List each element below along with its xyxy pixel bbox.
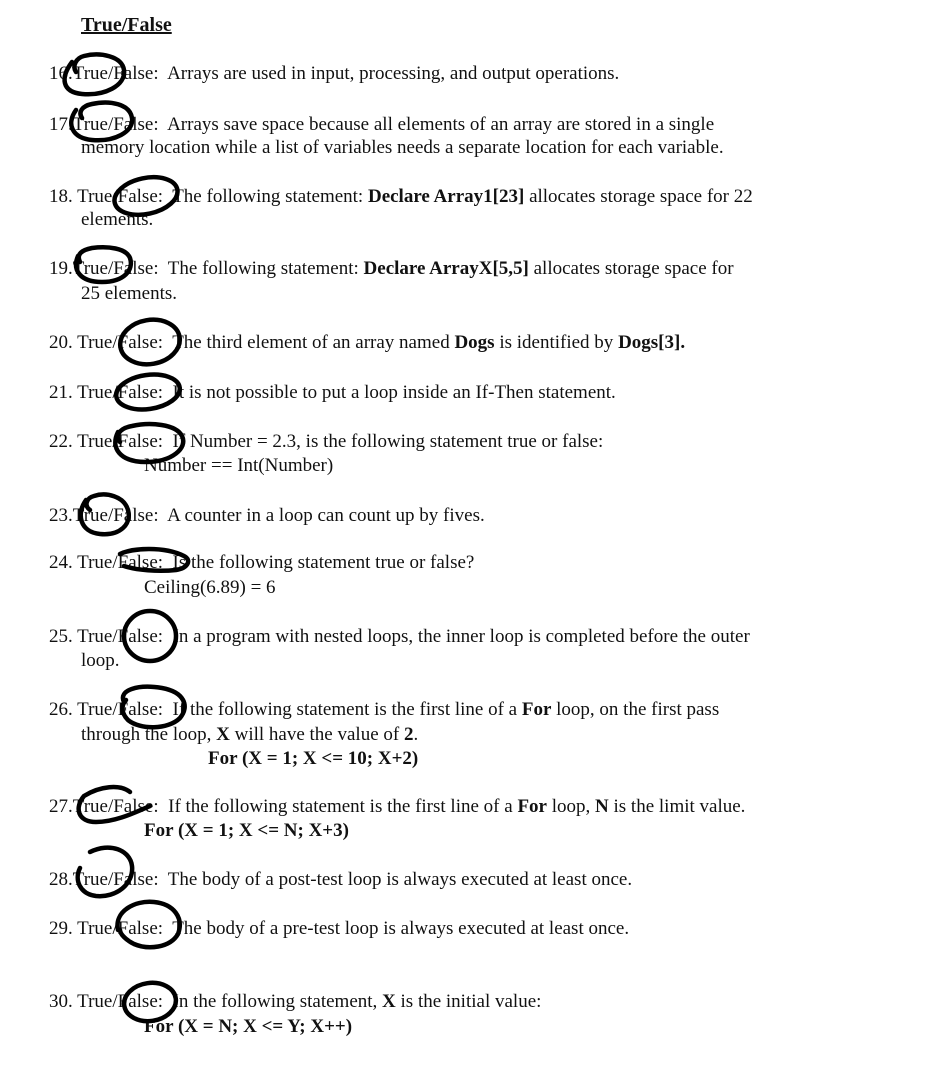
question-text: It is not possible to put a loop inside an If-Then statement. xyxy=(172,382,616,403)
option-separator: / xyxy=(112,186,118,207)
false-option[interactable]: False xyxy=(117,552,158,573)
option-separator: / xyxy=(107,869,114,890)
question-number: 27. xyxy=(49,796,73,817)
true-option[interactable]: True xyxy=(77,991,113,1012)
question-number: 26. xyxy=(49,699,73,720)
true-option[interactable]: True xyxy=(72,63,108,84)
question-text: through the loop, xyxy=(81,724,217,745)
question-text: The body of a pre-test loop is always executed at least once. xyxy=(172,918,630,939)
code-term: Declare ArrayX[5,5] xyxy=(363,258,529,279)
option-separator: / xyxy=(112,918,118,939)
question-text: is identified by xyxy=(494,332,619,353)
question-19-continuation: 25 elements. xyxy=(81,283,178,304)
question-24-code: Ceiling(6.89) = 6 xyxy=(144,577,276,598)
question-29: 29. True/False: The body of a pre-test loop is always executed at least once. xyxy=(49,918,630,939)
false-option[interactable]: False xyxy=(117,699,158,720)
false-option[interactable]: False xyxy=(113,869,154,890)
question-text: loop, on the first pass xyxy=(551,699,720,720)
option-separator: / xyxy=(112,699,118,720)
question-text: is the initial value: xyxy=(395,991,542,1012)
true-option[interactable]: True xyxy=(72,258,108,279)
option-separator: / xyxy=(107,796,114,817)
question-23: 23.True/False: A counter in a loop can count up by fives. xyxy=(49,505,485,526)
question-16: 16.True/False: Arrays are used in input, processing, and output operations. xyxy=(49,63,620,84)
false-option[interactable]: False xyxy=(117,626,158,647)
question-text: Arrays save space because all elements of an array are stored in a single xyxy=(167,114,715,135)
question-number: 24. xyxy=(49,552,73,573)
false-option[interactable]: False xyxy=(117,382,158,403)
code-term: 2 xyxy=(403,724,414,745)
true-option[interactable]: True xyxy=(77,626,113,647)
code-term: X xyxy=(216,724,230,745)
question-17-continuation: memory location while a list of variables needs a separate location for each variable. xyxy=(81,137,724,158)
question-text: loop, xyxy=(546,796,596,817)
question-text: The body of a post-test loop is always executed at least once. xyxy=(167,869,633,890)
option-separator: / xyxy=(112,431,118,452)
question-26: 26. True/False: If the following statement is the first line of a For loop, on the first pass xyxy=(49,699,720,720)
question-30-code: For (X = N; X <= Y; X++) xyxy=(144,1016,353,1037)
false-option[interactable]: False xyxy=(113,796,154,817)
question-number: 21. xyxy=(49,382,73,403)
question-22-code: Number == Int(Number) xyxy=(144,455,334,476)
question-number: 28. xyxy=(49,869,73,890)
question-30: 30. True/False: In the following statement, X is the initial value: xyxy=(49,991,542,1012)
question-text: The third element of an array named xyxy=(172,332,455,353)
false-option[interactable]: False xyxy=(113,114,154,135)
code-term: For xyxy=(521,699,552,720)
code-term: For xyxy=(517,796,547,817)
true-option[interactable]: True xyxy=(72,505,108,526)
question-22: 22. True/False: If Number = 2.3, is the following statement true or false: xyxy=(49,431,604,452)
question-18: 18. True/False: The following statement: Declare Array1[23] allocates storage space for 22 xyxy=(49,186,753,207)
question-text: The following statement: xyxy=(167,258,364,279)
option-separator: / xyxy=(112,332,118,353)
option-separator: / xyxy=(107,505,114,526)
question-text: . xyxy=(413,724,419,745)
code-term: Dogs xyxy=(454,332,495,353)
false-option[interactable]: False xyxy=(117,918,158,939)
question-text: If the following statement is the first line of a xyxy=(168,796,518,817)
true-option[interactable]: True xyxy=(72,114,108,135)
option-separator: / xyxy=(112,626,118,647)
true-option[interactable]: True xyxy=(77,382,113,403)
true-option[interactable]: True xyxy=(72,869,108,890)
true-option[interactable]: True xyxy=(77,918,113,939)
question-25: 25. True/False: In a program with nested loops, the inner loop is completed before the outer xyxy=(49,626,750,647)
question-text: will have the value of xyxy=(229,724,404,745)
question-18-continuation: elements. xyxy=(81,209,154,230)
question-25-continuation: loop. xyxy=(81,650,120,671)
question-number: 25. xyxy=(49,626,73,647)
code-term: X xyxy=(382,991,396,1012)
question-text: In the following statement, xyxy=(172,991,383,1012)
question-number: 29. xyxy=(49,918,73,939)
false-option[interactable]: False xyxy=(117,991,158,1012)
code-term: N xyxy=(595,796,609,817)
option-separator: / xyxy=(112,382,118,403)
question-text: In a program with nested loops, the inner loop is completed before the outer xyxy=(172,626,750,647)
question-text: Arrays are used in input, processing, and output operations. xyxy=(167,63,620,84)
question-20: 20. True/False: The third element of an array named Dogs is identified by Dogs[3]. xyxy=(49,332,686,353)
question-text: If Number = 2.3, is the following statement true or false: xyxy=(172,431,604,452)
question-number: 22. xyxy=(49,431,73,452)
true-option[interactable]: True xyxy=(77,186,113,207)
true-option[interactable]: True xyxy=(72,796,108,817)
false-option[interactable]: False xyxy=(113,505,154,526)
question-number: 17. xyxy=(49,114,73,135)
question-17: 17.True/False: Arrays save space because all elements of an array are stored in a single xyxy=(49,114,715,135)
option-separator: / xyxy=(112,552,118,573)
code-term: Dogs[3]. xyxy=(618,332,686,353)
true-option[interactable]: True xyxy=(77,332,113,353)
true-option[interactable]: True xyxy=(77,699,113,720)
question-text: allocates storage space for 22 xyxy=(524,186,753,207)
true-option[interactable]: True xyxy=(77,552,113,573)
question-number: 23. xyxy=(49,505,73,526)
question-number: 16. xyxy=(49,63,73,84)
false-option[interactable]: False xyxy=(113,63,154,84)
question-number: 20. xyxy=(49,332,73,353)
code-term: Declare Array1[23] xyxy=(367,186,525,207)
false-option[interactable]: False xyxy=(113,258,154,279)
question-26-continuation xyxy=(81,723,418,747)
true-option[interactable]: True xyxy=(77,431,113,452)
question-number: 18. xyxy=(49,186,73,207)
option-separator: / xyxy=(112,991,118,1012)
false-option[interactable]: False xyxy=(117,332,158,353)
question-text: If the following statement is the first line of a xyxy=(172,699,522,720)
section-heading: True/False xyxy=(81,14,172,36)
question-28: 28.True/False: The body of a post-test loop is always executed at least once. xyxy=(49,869,633,890)
question-27: 27.True/False: If the following statement is the first line of a For loop, N is the limit value. xyxy=(49,796,746,817)
option-separator: / xyxy=(107,63,114,84)
question-24: 24. True/False: Is the following statement true or false? xyxy=(49,552,475,573)
question-text: allocates storage space for xyxy=(528,258,734,279)
question-26-code: For (X = 1; X <= 10; X+2) xyxy=(208,748,419,769)
option-separator: / xyxy=(107,114,114,135)
option-separator: / xyxy=(107,258,114,279)
question-19: 19.True/False: The following statement: Declare ArrayX[5,5] allocates storage space for xyxy=(49,258,734,279)
question-27-code: For (X = 1; X <= N; X+3) xyxy=(144,820,349,841)
question-text: The following statement: xyxy=(172,186,368,207)
false-option[interactable]: False xyxy=(117,186,158,207)
question-number: 30. xyxy=(49,991,73,1012)
false-option[interactable]: False xyxy=(117,431,158,452)
question-text: A counter in a loop can count up by fives. xyxy=(167,505,485,526)
question-number: 19. xyxy=(49,258,73,279)
question-text: is the limit value. xyxy=(608,796,746,817)
question-text: Is the following statement true or false? xyxy=(172,552,475,573)
question-21: 21. True/False: It is not possible to put a loop inside an If-Then statement. xyxy=(49,382,616,403)
